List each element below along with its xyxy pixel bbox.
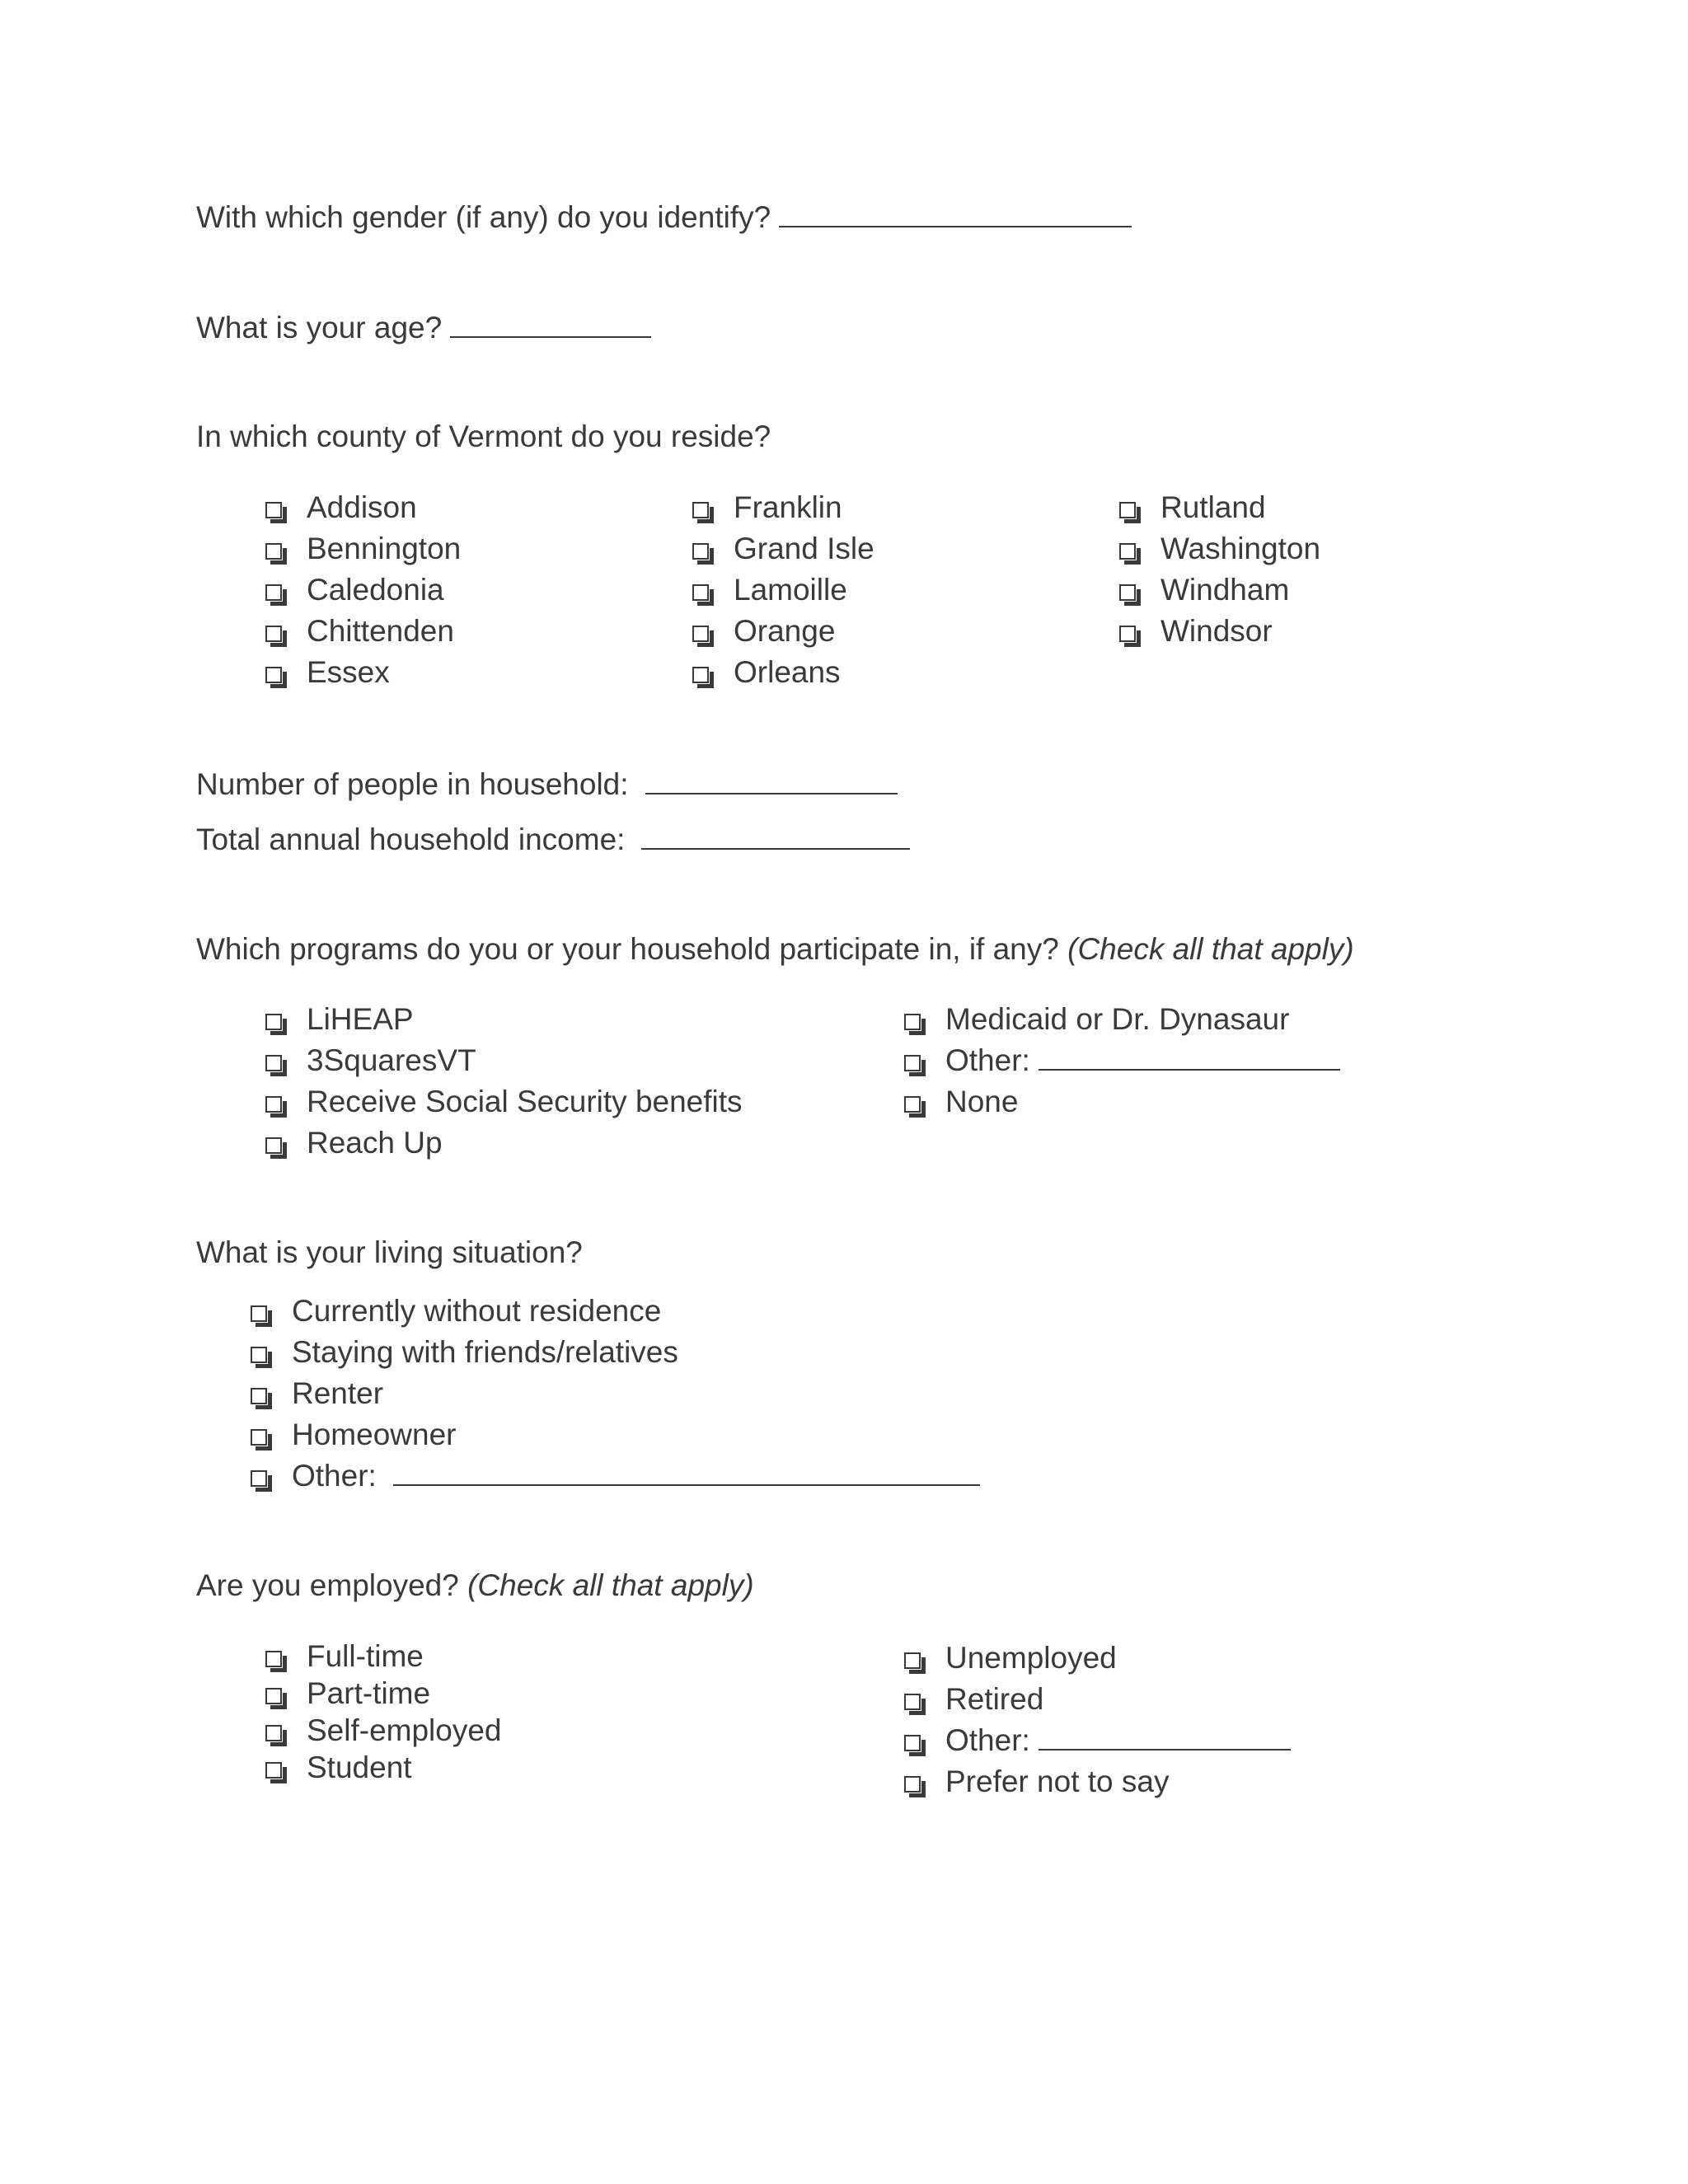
checkbox-option[interactable] (265, 1081, 743, 1122)
option-label: Rutland (1160, 490, 1266, 524)
checkbox-icon[interactable] (265, 1688, 282, 1704)
checkbox-icon[interactable] (265, 1096, 282, 1113)
household-people-question (196, 765, 898, 803)
employment-options-col1 (265, 1638, 502, 1786)
checkbox-icon[interactable] (251, 1470, 267, 1487)
county-options-col2 (692, 487, 874, 693)
checkbox-option[interactable] (904, 999, 1340, 1040)
programs-other-input-line[interactable] (1039, 1044, 1340, 1071)
option-label: Receive Social Security benefits (307, 1085, 743, 1118)
checkbox-icon[interactable] (265, 667, 282, 683)
option-label: Windham (1160, 573, 1290, 607)
checkbox-icon[interactable] (251, 1429, 267, 1446)
checkbox-option[interactable] (904, 1081, 1340, 1122)
programs-question (196, 931, 1354, 968)
option-label: Other: (292, 1459, 377, 1493)
option-label: None (945, 1085, 1019, 1118)
checkbox-option[interactable] (265, 569, 461, 611)
checkbox-icon[interactable] (265, 502, 282, 518)
checkbox-option[interactable] (265, 1712, 502, 1749)
checkbox-icon[interactable] (265, 1014, 282, 1030)
checkbox-option[interactable] (265, 999, 743, 1040)
option-label: Unemployed (945, 1641, 1117, 1675)
checkbox-icon[interactable] (904, 1055, 921, 1071)
county-question: In which county of Vermont do you reside? (196, 419, 771, 453)
checkbox-option[interactable] (251, 1291, 980, 1332)
checkbox-icon[interactable] (692, 502, 709, 518)
checkbox-option[interactable] (692, 487, 874, 528)
option-label: Essex (307, 655, 390, 689)
employment-question-note: (Check all that apply) (467, 1568, 754, 1602)
option-label: LiHEAP (307, 1002, 414, 1036)
household-income-question (196, 820, 910, 858)
checkbox-icon[interactable] (1119, 543, 1136, 560)
employment-question-label: Are you employed? (196, 1568, 459, 1602)
checkbox-option[interactable] (1119, 611, 1320, 652)
checkbox-option[interactable] (904, 1638, 1291, 1679)
option-label: Other: (945, 1723, 1030, 1757)
programs-question-label: Which programs do you or your household participate in, if any? (196, 932, 1059, 966)
programs-options-col2 (904, 999, 1340, 1122)
checkbox-icon[interactable] (265, 1725, 282, 1741)
option-label: Chittenden (307, 614, 454, 648)
employment-other-input-line[interactable] (1039, 1724, 1291, 1750)
checkbox-option[interactable] (265, 528, 461, 569)
living-other-input-line[interactable] (393, 1460, 980, 1486)
option-label: Homeowner (292, 1418, 457, 1451)
checkbox-option[interactable] (904, 1720, 1291, 1761)
checkbox-option[interactable] (904, 1679, 1291, 1720)
option-label: Windsor (1160, 614, 1273, 648)
option-label: Prefer not to say (945, 1765, 1170, 1798)
checkbox-icon[interactable] (904, 1014, 921, 1030)
gender-question-label: With which gender (if any) do you identify? (196, 200, 771, 234)
living-options (251, 1291, 980, 1497)
option-label: Addison (307, 490, 417, 524)
programs-options-col1 (265, 999, 743, 1164)
option-label: Other: (945, 1043, 1030, 1077)
household-people-input-line[interactable] (645, 765, 898, 794)
checkbox-icon[interactable] (692, 584, 709, 601)
checkbox-icon[interactable] (904, 1776, 921, 1793)
checkbox-icon[interactable] (265, 626, 282, 642)
checkbox-icon[interactable] (265, 584, 282, 601)
option-label: Bennington (307, 532, 462, 565)
checkbox-option[interactable] (904, 1761, 1291, 1802)
checkbox-option[interactable] (251, 1373, 980, 1414)
checkbox-icon[interactable] (904, 1735, 921, 1751)
option-label: Lamoille (734, 573, 847, 607)
checkbox-option[interactable] (265, 1122, 743, 1164)
checkbox-option[interactable] (265, 1040, 743, 1081)
option-label: Retired (945, 1682, 1044, 1716)
checkbox-icon[interactable] (692, 626, 709, 642)
checkbox-icon[interactable] (251, 1305, 267, 1322)
gender-question (196, 198, 1132, 236)
checkbox-option[interactable] (265, 1675, 502, 1712)
option-label: Renter (292, 1376, 384, 1410)
option-label: Self-employed (307, 1713, 502, 1747)
age-input-line[interactable] (450, 308, 651, 338)
checkbox-icon[interactable] (904, 1652, 921, 1669)
checkbox-option[interactable] (1119, 528, 1320, 569)
checkbox-option[interactable] (265, 1749, 502, 1786)
checkbox-icon[interactable] (1119, 502, 1136, 518)
checkbox-icon[interactable] (265, 1651, 282, 1667)
checkbox-option[interactable] (251, 1455, 980, 1497)
checkbox-option[interactable] (692, 652, 874, 693)
programs-question-note: (Check all that apply) (1067, 932, 1354, 966)
checkbox-option[interactable] (692, 569, 874, 611)
option-label: Washington (1160, 532, 1321, 565)
checkbox-icon[interactable] (1119, 584, 1136, 601)
option-label: Part-time (307, 1676, 431, 1710)
option-label: Orleans (734, 655, 841, 689)
checkbox-option[interactable] (692, 528, 874, 569)
household-people-label: Number of people in household: (196, 767, 629, 801)
checkbox-icon[interactable] (265, 1137, 282, 1154)
checkbox-option[interactable] (265, 487, 461, 528)
option-label: 3SquaresVT (307, 1043, 476, 1077)
age-question-label: What is your age? (196, 311, 443, 344)
checkbox-option[interactable] (251, 1332, 980, 1373)
checkbox-option[interactable] (692, 611, 874, 652)
checkbox-option[interactable] (265, 652, 461, 693)
checkbox-icon[interactable] (904, 1694, 921, 1710)
employment-options-col2 (904, 1638, 1291, 1802)
option-label: Full-time (307, 1639, 424, 1673)
checkbox-option[interactable] (265, 611, 461, 652)
option-label: Student (307, 1750, 412, 1784)
employment-question (196, 1568, 754, 1604)
option-label: Franklin (734, 490, 842, 524)
county-options-col3 (1119, 487, 1320, 652)
gender-input-line[interactable] (779, 198, 1132, 227)
county-options-col1 (265, 487, 461, 693)
living-question: What is your living situation? (196, 1235, 583, 1269)
checkbox-icon[interactable] (904, 1096, 921, 1113)
checkbox-icon[interactable] (265, 1055, 282, 1071)
household-income-input-line[interactable] (641, 820, 910, 850)
checkbox-option[interactable] (904, 1040, 1340, 1081)
option-label: Caledonia (307, 573, 444, 607)
checkbox-option[interactable] (1119, 569, 1320, 611)
checkbox-icon[interactable] (265, 1762, 282, 1779)
checkbox-option[interactable] (265, 1638, 502, 1675)
checkbox-icon[interactable] (251, 1347, 267, 1363)
age-question (196, 308, 651, 346)
option-label: Currently without residence (292, 1294, 662, 1328)
checkbox-icon[interactable] (265, 543, 282, 560)
checkbox-icon[interactable] (692, 543, 709, 560)
option-label: Orange (734, 614, 836, 648)
checkbox-icon[interactable] (1119, 626, 1136, 642)
checkbox-icon[interactable] (692, 667, 709, 683)
checkbox-icon[interactable] (251, 1388, 267, 1404)
option-label: Staying with friends/relatives (292, 1335, 678, 1369)
checkbox-option[interactable] (1119, 487, 1320, 528)
option-label: Reach Up (307, 1126, 443, 1160)
option-label: Medicaid or Dr. Dynasaur (945, 1002, 1290, 1036)
household-income-label: Total annual household income: (196, 823, 626, 856)
checkbox-option[interactable] (251, 1414, 980, 1455)
option-label: Grand Isle (734, 532, 874, 565)
